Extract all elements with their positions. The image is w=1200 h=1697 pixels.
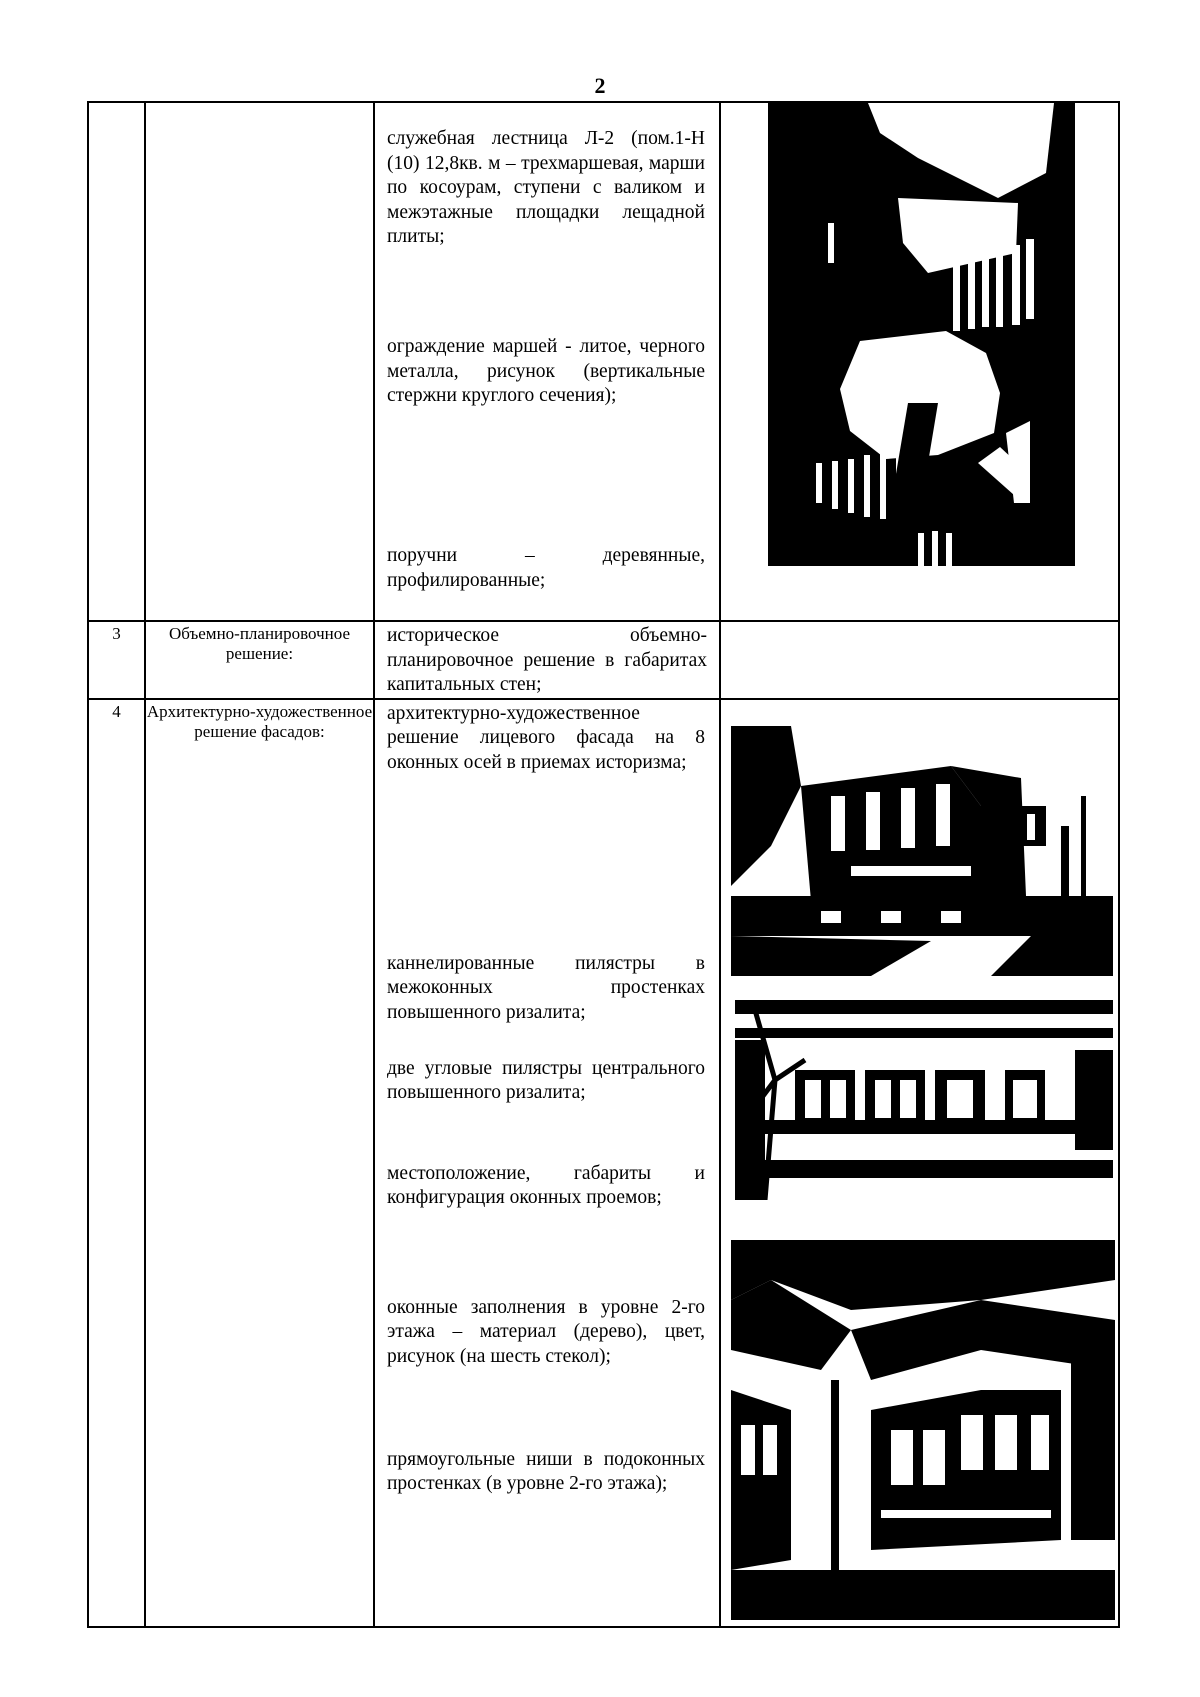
row-photo-cell [720, 699, 1119, 1627]
list-item: архитектурно-художественное решение лицевого фасада на 8 оконных осей в приемах историзма; [387, 702, 705, 773]
table-row-4 [88, 699, 1119, 1627]
facade-photo-1 [731, 726, 1113, 976]
row-number-cell: 3 [88, 621, 145, 699]
row-photo-cell [720, 621, 1119, 699]
list-item: прямоугольные ниши в подоконных простенках (в уровне 2-го этажа); [387, 1448, 705, 1494]
staircase-photo [768, 103, 1075, 566]
row-label-cell: Архитектурно-художественное решение фасадов: [145, 699, 374, 1627]
table-row-3 [88, 621, 1119, 699]
list-item: две угловые пилястры центрального повышенного ризалита; [387, 1057, 705, 1103]
monument-subject-table [87, 101, 1120, 1628]
row-label-cell: Объемно-планировочное решение: [145, 621, 374, 699]
table-row-staircase [88, 102, 1119, 621]
facade-photo-2 [735, 1000, 1113, 1200]
row-number-cell [88, 102, 145, 621]
row-items-cell [374, 621, 720, 699]
page-number: 2 [594, 73, 606, 98]
row-items-cell [374, 699, 720, 1627]
list-item: поручни – деревянные, профилированные; [387, 545, 705, 591]
list-item: служебная лестница Л-2 (пом.1-Н (10) 12,8кв. м – трехмаршевая, марши по косоурам, ступени с валиком и межэтажные площадки лещадной плиты; [387, 128, 705, 247]
row-items-cell [374, 102, 720, 621]
list-item: историческое объемно-планировочное решение в габаритах капитальных стен; [387, 625, 707, 695]
row-label-cell [145, 102, 374, 621]
row-number-cell: 4 [88, 699, 145, 1627]
list-item: ограждение маршей - литое, черного металла, рисунок (вертикальные стержни круглого сечения); [387, 336, 705, 406]
list-item: каннелированные пилястры в межоконных простенках повышенного ризалита; [387, 952, 705, 1023]
list-item: местоположение, габариты и конфигурация оконных проемов; [387, 1162, 705, 1208]
list-item: оконные заполнения в уровне 2-го этажа – материал (дерево), цвет, рисунок (на шесть стекол); [387, 1296, 705, 1367]
row-photo-cell [720, 102, 1119, 621]
facade-photo-3 [731, 1240, 1115, 1620]
